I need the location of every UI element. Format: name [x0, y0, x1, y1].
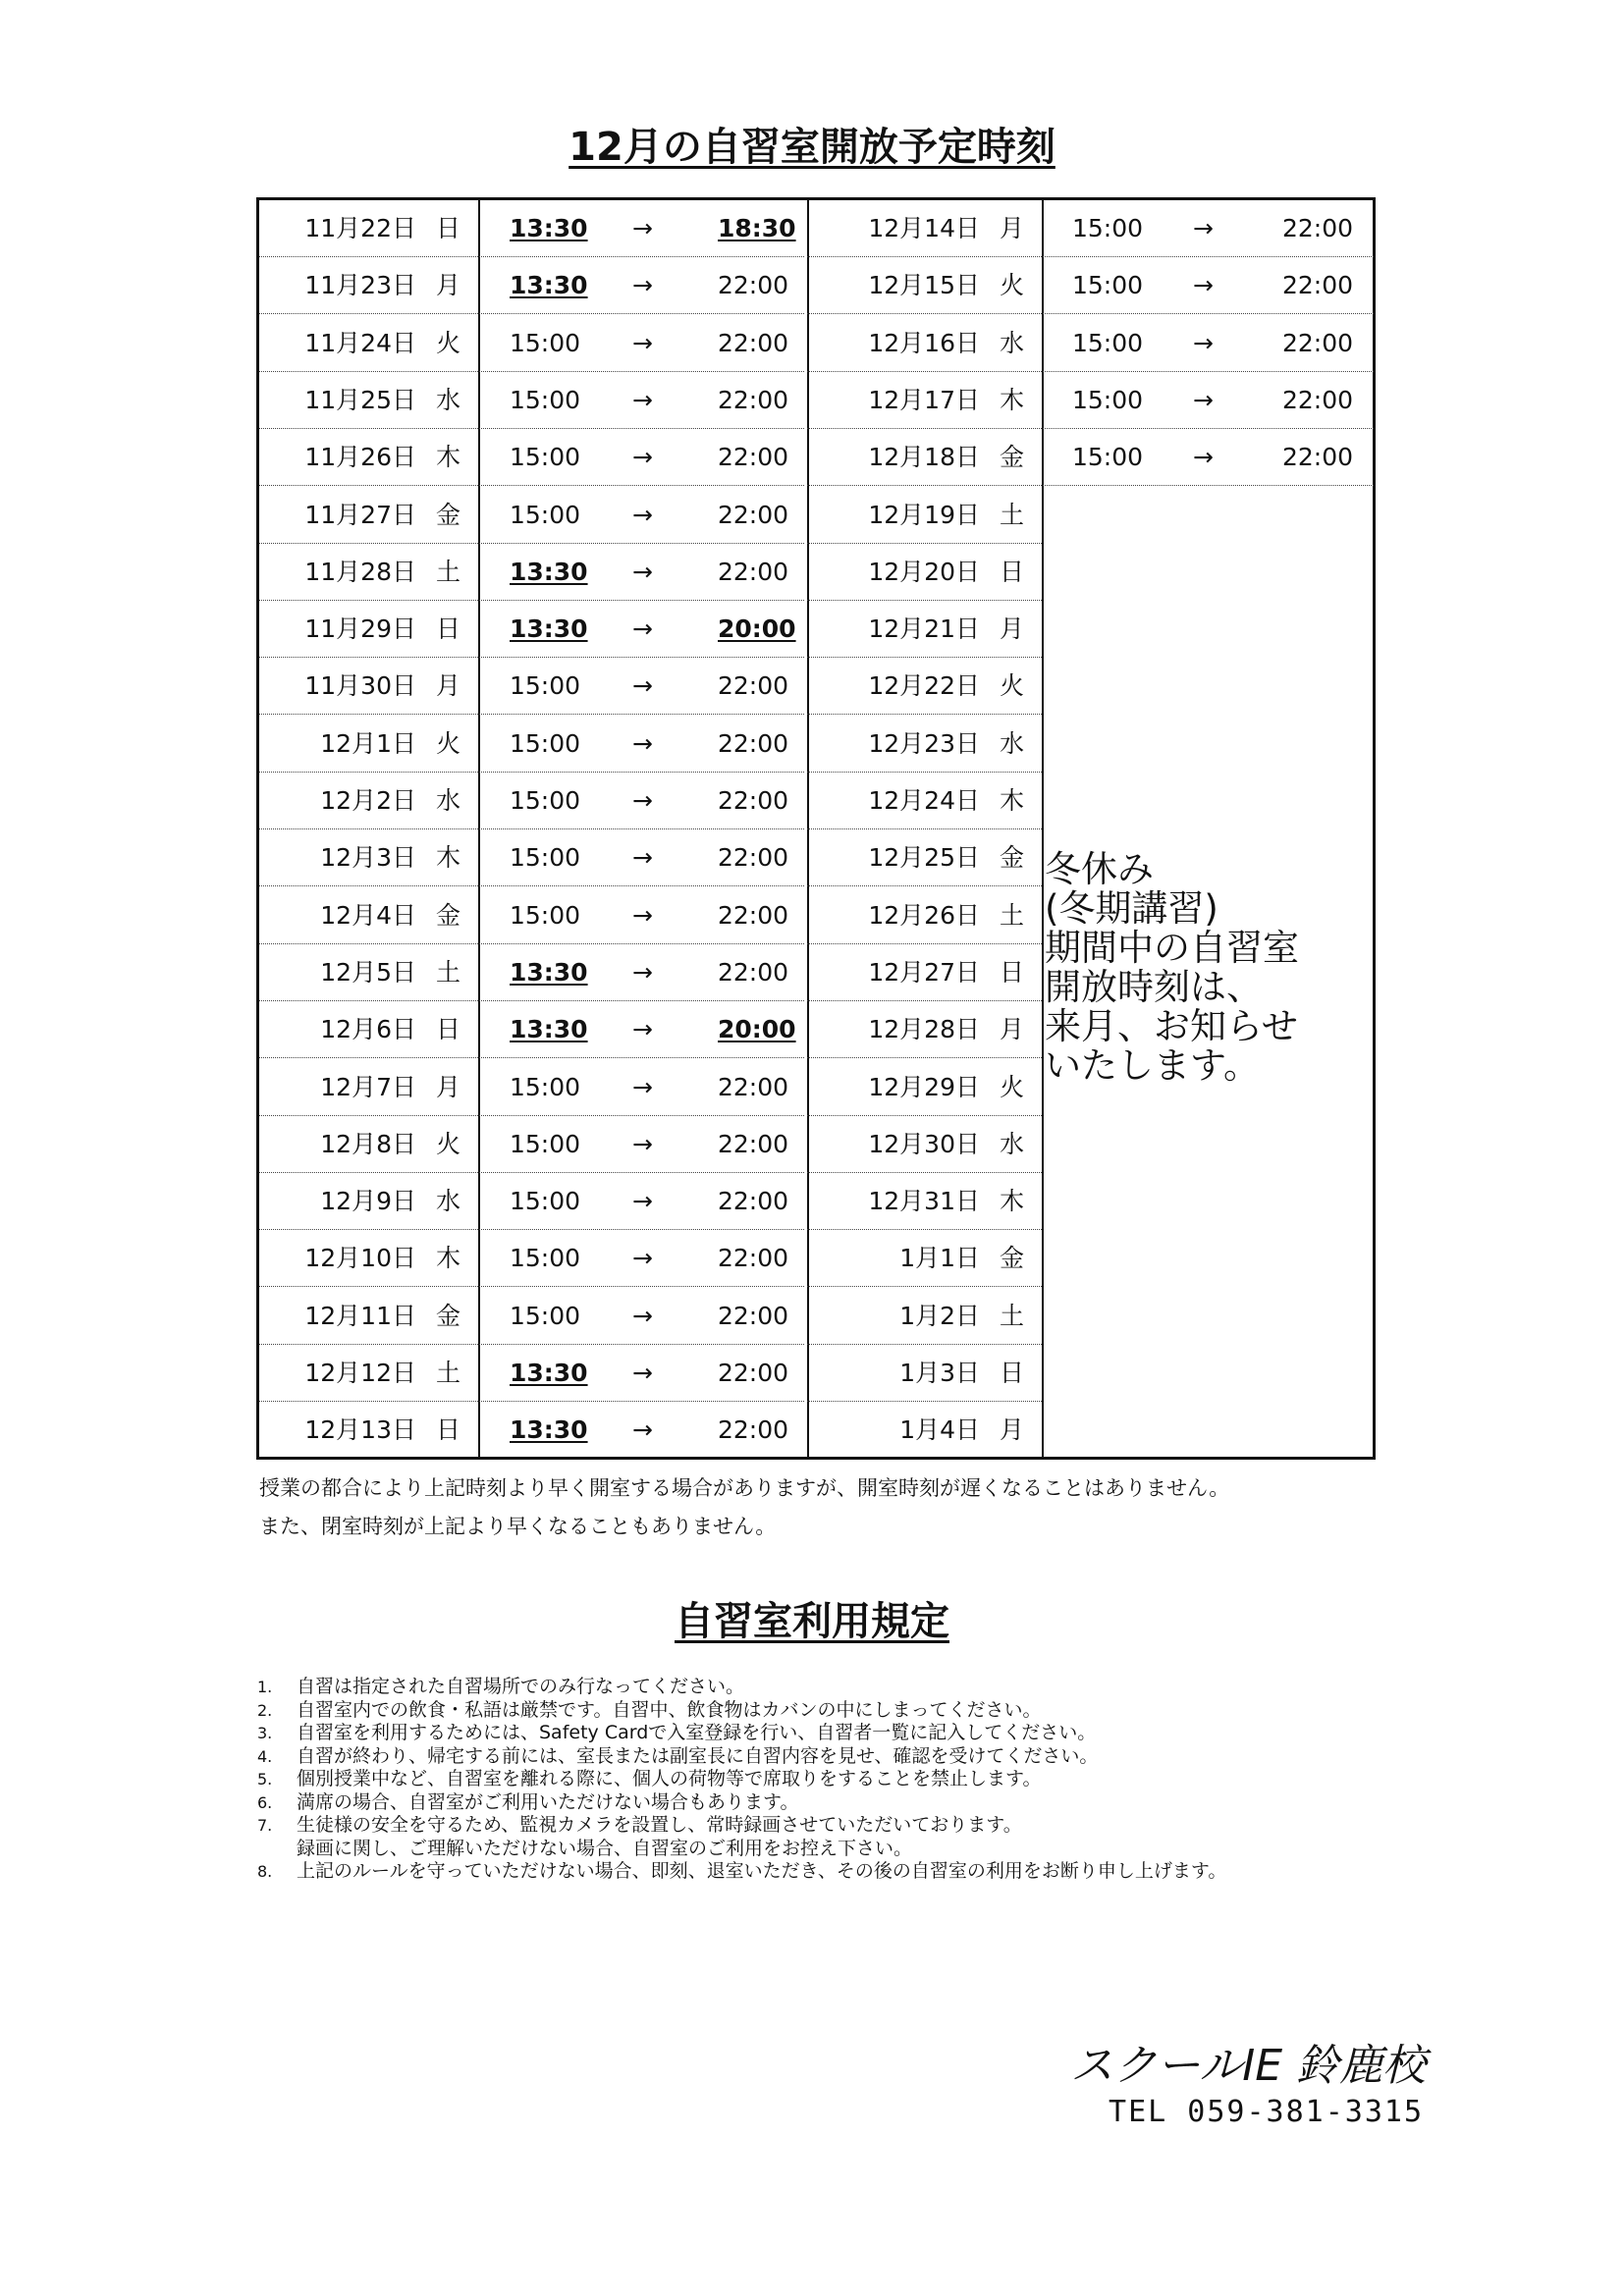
close-time: 22:00	[718, 557, 789, 586]
close-time: 22:00	[718, 1129, 789, 1158]
close-time: 22:00	[718, 328, 789, 357]
open-time: 15:00	[510, 1301, 581, 1330]
date-cell: 12月30日	[868, 1129, 980, 1158]
schedule-row	[259, 887, 804, 944]
arrow-icon: →	[632, 786, 653, 815]
date-cell: 12月18日	[868, 443, 980, 472]
date-cell: 11月23日	[304, 271, 416, 300]
close-time: 22:00	[718, 1301, 789, 1330]
open-time: 15:00	[1072, 443, 1144, 472]
rule-item	[257, 1791, 1226, 1815]
arrow-icon: →	[632, 214, 653, 242]
schedule-row	[259, 1173, 804, 1230]
open-time: 13:30	[510, 1359, 588, 1387]
close-time: 22:00	[718, 271, 789, 300]
date-cell: 11月29日	[304, 614, 416, 644]
footnote-close-time: また、閉室時刻が上記より早くなることもありません。	[259, 1515, 777, 1538]
winter-note-line: 開放時刻は、	[1045, 966, 1263, 1008]
schedule-row	[807, 372, 1374, 429]
open-time: 15:00	[510, 385, 581, 414]
arrow-icon: →	[632, 957, 653, 987]
date-cell: 12月11日	[304, 1301, 416, 1330]
weekday-cell: 木	[1000, 786, 1025, 815]
open-time: 15:00	[510, 1187, 581, 1216]
weekday-cell: 金	[1000, 1244, 1025, 1273]
arrow-icon: →	[632, 385, 653, 414]
close-time: 22:00	[718, 1072, 789, 1101]
close-time: 22:00	[718, 500, 789, 529]
weekday-cell: 日	[1000, 957, 1025, 987]
arrow-icon: →	[1193, 271, 1214, 300]
rule-number: 5.	[257, 1770, 273, 1789]
weekday-cell: 木	[1000, 1187, 1025, 1216]
weekday-cell: 月	[436, 1072, 461, 1101]
date-cell: 12月31日	[868, 1187, 980, 1216]
schedule-row	[259, 1001, 804, 1058]
schedule-row	[259, 429, 804, 486]
weekday-cell: 火	[436, 328, 461, 357]
schedule-row	[807, 1001, 1042, 1058]
weekday-cell: 月	[436, 271, 461, 300]
date-cell: 12月5日	[320, 957, 416, 987]
schedule-row	[807, 429, 1374, 486]
date-cell: 11月24日	[304, 328, 416, 357]
rule-text: 自習室を利用するためには、Safety Cardで入室登録を行い、自習者一覧に記入してください。	[297, 1722, 1097, 1743]
arrow-icon: →	[632, 557, 653, 586]
rule-text: 自習室内での飲食・私語は厳禁です。自習中、飲食物はカバンの中にしまってください。	[297, 1698, 1042, 1721]
date-cell: 1月2日	[899, 1301, 980, 1330]
weekday-cell: 日	[436, 614, 461, 644]
date-cell: 11月27日	[304, 500, 416, 529]
weekday-cell: 水	[436, 1187, 461, 1216]
date-cell: 12月20日	[868, 557, 980, 586]
schedule-row	[259, 773, 804, 829]
rule-number: 8.	[257, 1862, 273, 1881]
rule-text: 自習が終わり、帰宅する前には、室長または副室長に自習内容を見せ、確認を受けてください。	[297, 1744, 1099, 1767]
close-time: 22:00	[1282, 214, 1354, 242]
open-time: 13:30	[510, 271, 588, 300]
open-time: 15:00	[1072, 214, 1144, 242]
date-cell: 12月22日	[868, 671, 980, 701]
arrow-icon: →	[632, 728, 653, 758]
arrow-icon: →	[632, 1415, 653, 1445]
close-time: 22:00	[718, 443, 789, 472]
schedule-row	[259, 601, 804, 658]
rule-number: 3.	[257, 1724, 273, 1742]
schedule-row	[807, 315, 1374, 372]
open-time: 13:30	[510, 214, 588, 242]
open-time: 15:00	[510, 500, 581, 529]
close-time: 22:00	[718, 1244, 789, 1273]
date-cell: 12月1日	[320, 728, 416, 758]
schedule-row	[259, 257, 804, 314]
date-cell: 12月13日	[304, 1415, 416, 1445]
schedule-row	[807, 1345, 1042, 1402]
weekday-cell: 金	[1000, 443, 1025, 472]
close-time: 22:00	[1282, 385, 1354, 414]
date-cell: 12月15日	[868, 271, 980, 300]
weekday-cell: 火	[1000, 671, 1025, 701]
arrow-icon: →	[1193, 328, 1214, 357]
arrow-icon: →	[632, 614, 653, 644]
close-time: 22:00	[718, 1415, 789, 1445]
rule-number: 7.	[257, 1816, 273, 1835]
schedule-row	[259, 658, 804, 715]
schedule-row	[807, 1173, 1042, 1230]
schedule-row	[259, 1230, 804, 1287]
winter-note-line: 冬休み	[1045, 848, 1154, 890]
schedule-row	[807, 1402, 1042, 1459]
schedule-row	[259, 1345, 804, 1402]
schedule-row	[259, 200, 804, 257]
date-cell: 12月28日	[868, 1015, 980, 1044]
open-time: 15:00	[510, 443, 581, 472]
date-cell: 12月19日	[868, 500, 980, 529]
weekday-cell: 金	[436, 500, 461, 529]
page-title: 12月の自習室開放予定時刻	[568, 125, 1056, 170]
rule-item	[257, 1814, 1226, 1838]
school-name: スクールIE 鈴鹿校	[1070, 2041, 1426, 2091]
weekday-cell: 金	[1000, 843, 1025, 873]
close-time: 22:00	[718, 385, 789, 414]
open-time: 15:00	[1072, 385, 1144, 414]
weekday-cell: 金	[436, 900, 461, 930]
rule-number: 2.	[257, 1700, 273, 1720]
rule-number: 6.	[257, 1792, 273, 1812]
weekday-cell: 金	[436, 1301, 461, 1330]
rule-text: 個別授業中など、自習室を離れる際に、個人の荷物等で席取りをすることを禁止します。	[297, 1768, 1042, 1789]
date-cell: 12月25日	[868, 843, 980, 873]
date-cell: 12月26日	[868, 900, 980, 930]
date-cell: 11月25日	[304, 385, 416, 414]
schedule-row	[259, 544, 804, 601]
open-time: 15:00	[1072, 271, 1144, 300]
schedule-row	[807, 944, 1042, 1001]
weekday-cell: 日	[436, 1015, 461, 1044]
close-time: 20:00	[718, 1015, 796, 1044]
date-cell: 12月10日	[304, 1244, 416, 1273]
arrow-icon: →	[1193, 214, 1214, 242]
schedule-row	[807, 1059, 1042, 1116]
open-time: 13:30	[510, 1015, 588, 1044]
winter-note-line: 来月、お知らせ	[1045, 1005, 1298, 1047]
arrow-icon: →	[632, 271, 653, 300]
schedule-row	[259, 1402, 804, 1459]
close-time: 22:00	[1282, 271, 1354, 300]
weekday-cell: 月	[1000, 214, 1025, 242]
close-time: 22:00	[718, 957, 789, 987]
schedule-row	[259, 944, 804, 1001]
weekday-cell: 日	[436, 1415, 461, 1445]
schedule-row	[807, 1288, 1042, 1345]
date-cell: 12月17日	[868, 385, 980, 414]
rule-item	[257, 1722, 1226, 1745]
date-cell: 12月14日	[868, 214, 980, 242]
arrow-icon: →	[632, 1301, 653, 1330]
weekday-cell: 木	[1000, 385, 1025, 414]
weekday-cell: 土	[436, 957, 461, 987]
open-time: 15:00	[510, 328, 581, 357]
date-cell: 1月1日	[899, 1244, 980, 1273]
schedule-row	[807, 773, 1042, 829]
rule-number: 4.	[257, 1746, 273, 1766]
arrow-icon: →	[632, 328, 653, 357]
rules-list	[257, 1676, 1226, 1884]
schedule-table	[256, 197, 1376, 1460]
date-cell: 12月9日	[320, 1187, 416, 1216]
weekday-cell: 水	[1000, 728, 1025, 758]
weekday-cell: 土	[436, 1359, 461, 1387]
date-cell: 12月27日	[868, 957, 980, 987]
weekday-cell: 土	[1000, 1301, 1025, 1330]
schedule-row	[807, 716, 1042, 773]
arrow-icon: →	[632, 443, 653, 472]
open-time: 15:00	[510, 786, 581, 815]
weekday-cell: 水	[1000, 328, 1025, 357]
date-cell: 11月30日	[304, 671, 416, 701]
close-time: 22:00	[1282, 443, 1354, 472]
arrow-icon: →	[632, 1129, 653, 1158]
weekday-cell: 火	[1000, 1072, 1025, 1101]
weekday-cell: 日	[1000, 557, 1025, 586]
winter-note-line: いたします。	[1045, 1044, 1261, 1087]
schedule-row	[807, 1230, 1042, 1287]
weekday-cell: 土	[436, 557, 461, 586]
winter-break-note	[1045, 850, 1339, 1086]
date-cell: 11月22日	[304, 214, 416, 242]
date-cell: 12月29日	[868, 1072, 980, 1101]
close-time: 22:00	[718, 671, 789, 701]
arrow-icon: →	[632, 1015, 653, 1044]
weekday-cell: 日	[1000, 1359, 1025, 1387]
arrow-icon: →	[632, 1187, 653, 1216]
date-cell: 12月3日	[320, 843, 416, 873]
date-cell: 11月26日	[304, 443, 416, 472]
rule-text: 生徒様の安全を守るため、監視カメラを設置し、常時録画させていただいております。	[297, 1814, 1022, 1836]
weekday-cell: 日	[436, 214, 461, 242]
open-time: 13:30	[510, 957, 588, 987]
schedule-row	[807, 601, 1042, 658]
arrow-icon: →	[632, 671, 653, 701]
date-cell: 1月3日	[899, 1359, 980, 1387]
weekday-cell: 木	[436, 843, 461, 873]
schedule-row	[807, 887, 1042, 944]
close-time: 22:00	[718, 900, 789, 930]
weekday-cell: 水	[436, 385, 461, 414]
open-time: 15:00	[510, 728, 581, 758]
open-time: 15:00	[510, 1244, 581, 1273]
arrow-icon: →	[1193, 385, 1214, 414]
weekday-cell: 火	[436, 1129, 461, 1158]
close-time: 22:00	[718, 728, 789, 758]
date-cell: 1月4日	[899, 1415, 980, 1445]
date-cell: 12月8日	[320, 1129, 416, 1158]
weekday-cell: 木	[436, 443, 461, 472]
weekday-cell: 月	[436, 671, 461, 701]
winter-note-line: (冬期講習)	[1045, 887, 1218, 930]
rule-text: 上記のルールを守っていただけない場合、即刻、退室いただき、その後の自習室の利用をお断り申し上げます。	[297, 1860, 1227, 1882]
weekday-cell: 土	[1000, 900, 1025, 930]
open-time: 13:30	[510, 557, 588, 586]
weekday-cell: 月	[1000, 614, 1025, 644]
date-cell: 12月16日	[868, 328, 980, 357]
weekday-cell: 月	[1000, 1015, 1025, 1044]
schedule-row	[259, 487, 804, 544]
open-time: 15:00	[510, 900, 581, 930]
schedule-row	[807, 1116, 1042, 1173]
rule-item	[257, 1699, 1226, 1723]
schedule-row	[259, 315, 804, 372]
schedule-row	[259, 1059, 804, 1116]
arrow-icon: →	[632, 843, 653, 873]
rule-item	[257, 1745, 1226, 1769]
schedule-row	[807, 487, 1042, 544]
date-cell: 12月23日	[868, 728, 980, 758]
date-cell: 12月24日	[868, 786, 980, 815]
close-time: 22:00	[718, 1359, 789, 1387]
open-time: 13:30	[510, 1415, 588, 1445]
open-time: 15:00	[510, 843, 581, 873]
rule-text: 自習は指定された自習場所でのみ行なってください。	[297, 1676, 745, 1697]
schedule-row	[807, 200, 1374, 257]
open-time: 15:00	[1072, 328, 1144, 357]
close-time: 22:00	[1282, 328, 1354, 357]
date-cell: 12月12日	[304, 1359, 416, 1387]
arrow-icon: →	[632, 1244, 653, 1273]
schedule-row	[807, 658, 1042, 715]
schedule-row	[259, 716, 804, 773]
weekday-cell: 水	[436, 786, 461, 815]
date-cell: 12月2日	[320, 786, 416, 815]
phone-number: TEL 059-381-3315	[1109, 2095, 1424, 2129]
close-time: 22:00	[718, 843, 789, 873]
open-time: 15:00	[510, 1072, 581, 1101]
arrow-icon: →	[632, 1072, 653, 1101]
date-cell: 12月21日	[868, 614, 980, 644]
weekday-cell: 土	[1000, 500, 1025, 529]
footnote-early-open: 授業の都合により上記時刻より早く開室する場合がありますが、開室時刻が遅くなることはありません。	[259, 1476, 1230, 1500]
rule-number: 1.	[257, 1678, 273, 1696]
schedule-row	[807, 544, 1042, 601]
arrow-icon: →	[632, 900, 653, 930]
rules-title: 自習室利用規定	[675, 1599, 949, 1644]
arrow-icon: →	[1193, 443, 1214, 472]
date-cell: 12月6日	[320, 1015, 416, 1044]
rule-item	[257, 1768, 1226, 1791]
weekday-cell: 水	[1000, 1129, 1025, 1158]
weekday-cell: 月	[1000, 1415, 1025, 1445]
schedule-row	[807, 829, 1042, 886]
rule-text: 満席の場合、自習室がご利用いただけない場合もあります。	[297, 1790, 799, 1813]
weekday-cell: 火	[436, 728, 461, 758]
rule-continuation: 録画に関し、ご理解いただけない場合、自習室のご利用をお控え下さい。	[297, 1837, 913, 1859]
close-time: 22:00	[718, 786, 789, 815]
open-time: 13:30	[510, 614, 588, 644]
date-cell: 11月28日	[304, 557, 416, 586]
date-cell: 12月7日	[320, 1072, 416, 1101]
rule-item	[257, 1860, 1226, 1884]
open-time: 15:00	[510, 1129, 581, 1158]
schedule-row	[807, 257, 1374, 314]
close-time: 20:00	[718, 614, 796, 644]
close-time: 18:30	[718, 214, 796, 242]
arrow-icon: →	[632, 500, 653, 529]
rule-item	[257, 1676, 1226, 1699]
weekday-cell: 火	[1000, 271, 1025, 300]
schedule-row	[259, 1116, 804, 1173]
schedule-row	[259, 372, 804, 429]
winter-note-line: 期間中の自習室	[1045, 927, 1299, 969]
schedule-row	[259, 1288, 804, 1345]
date-cell: 12月4日	[320, 900, 416, 930]
schedule-row	[259, 829, 804, 886]
arrow-icon: →	[632, 1359, 653, 1387]
close-time: 22:00	[718, 1187, 789, 1216]
open-time: 15:00	[510, 671, 581, 701]
weekday-cell: 木	[436, 1244, 461, 1273]
